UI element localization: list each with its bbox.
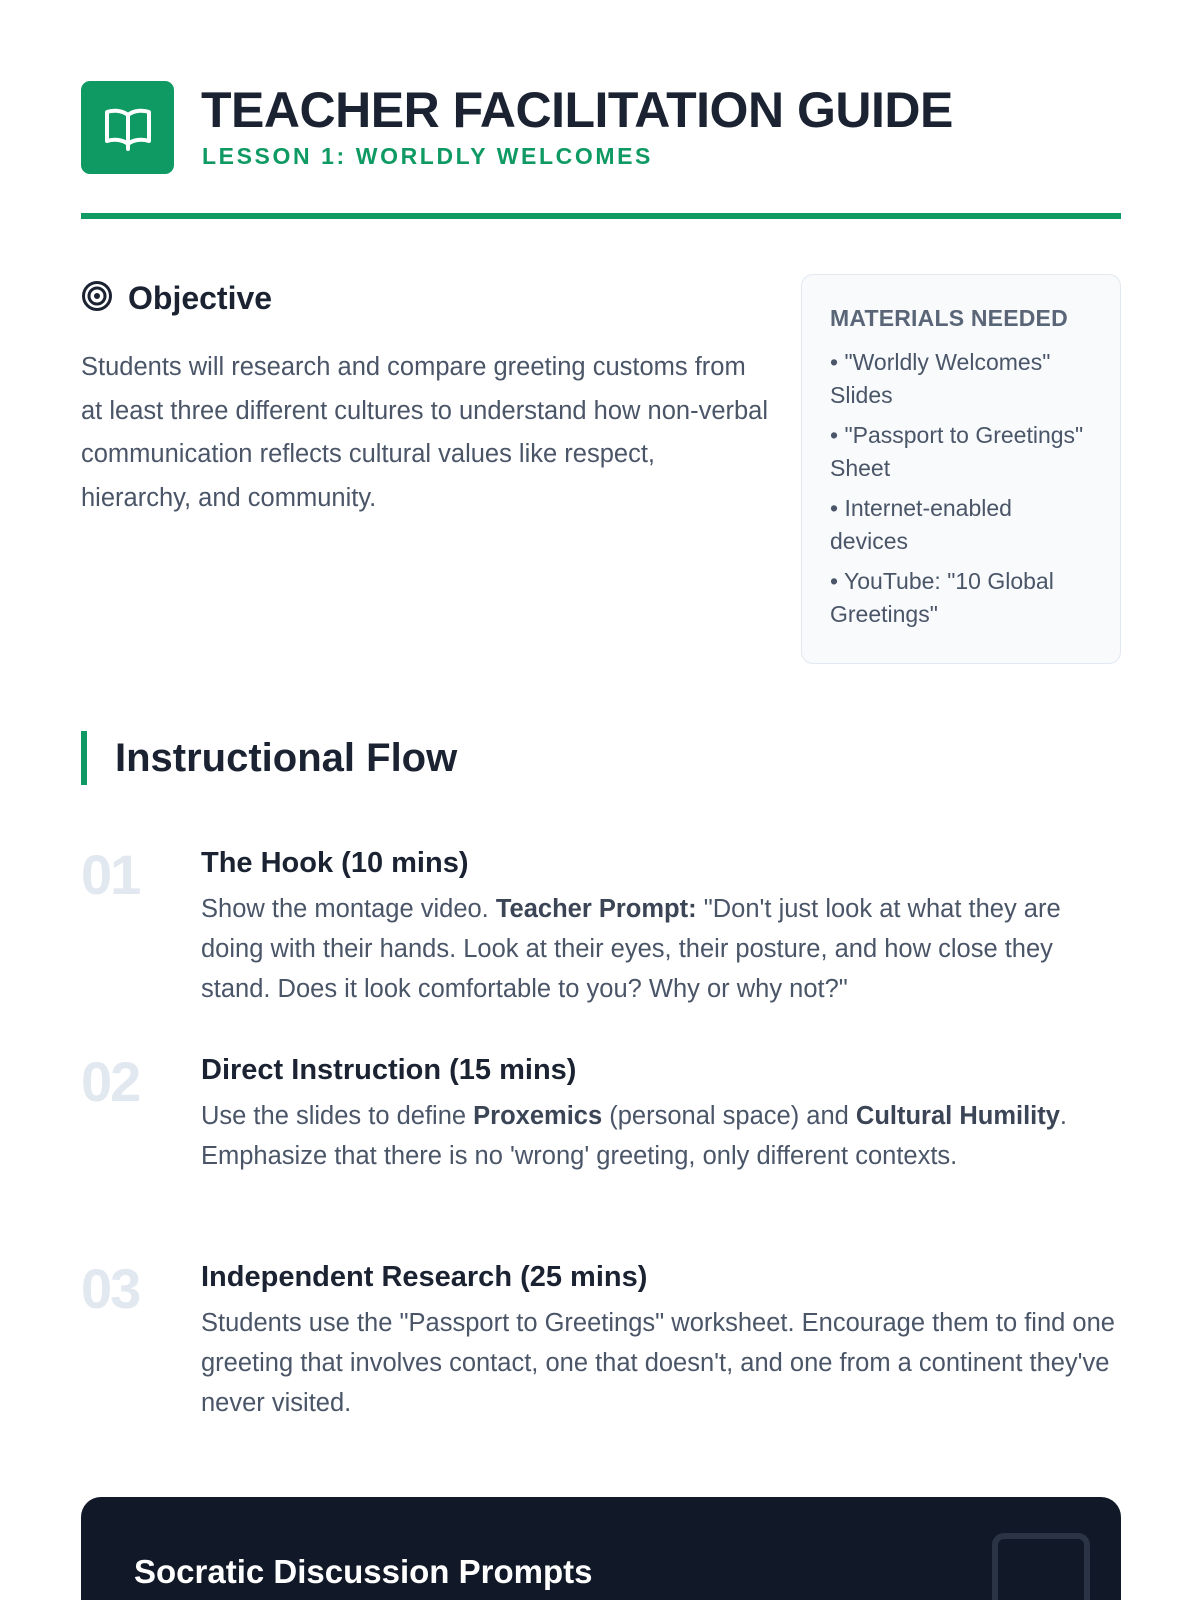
- materials-list: [830, 346, 1094, 631]
- objective-title: Objective: [128, 279, 273, 316]
- list-item: • YouTube: "10 Global Greetings": [830, 568, 1054, 627]
- step-text-part: . Emphasize that there is no 'wrong' greeting, only different contexts.: [201, 1102, 1068, 1170]
- step-text-part: Use the slides to define: [201, 1102, 474, 1130]
- list-item: • "Worldly Welcomes" Slides: [830, 349, 1051, 408]
- materials-title: MATERIALS NEEDED: [830, 305, 1068, 331]
- step-text-emphasis: Teacher Prompt:: [495, 895, 697, 923]
- instructional-flow-heading: [81, 731, 457, 785]
- step-text: Students use the "Passport to Greetings" worksheet. Encourage them to find one greeting that involves contact, one that doesn't, and one from a continent they've never visited.: [201, 1309, 1115, 1417]
- step-text-emphasis: Cultural Humility: [855, 1102, 1060, 1130]
- step-number: 01: [81, 843, 140, 906]
- step-text-part: (personal space) and: [602, 1102, 856, 1130]
- open-book-icon: [81, 81, 174, 174]
- step-number: 03: [81, 1257, 140, 1320]
- socratic-title: Socratic Discussion Prompts: [134, 1553, 593, 1590]
- materials-panel: [801, 274, 1121, 664]
- list-item: • Internet-enabled devices: [830, 495, 1012, 554]
- step-text-part: Show the montage video.: [201, 895, 496, 923]
- page-header: [81, 81, 1121, 221]
- tablet-icon: [992, 1533, 1090, 1600]
- step-text: [201, 889, 1121, 1009]
- objective-text: Students will research and compare greeting customs from at least three different cultures to understand how non-verbal communication reflects cultural values like respect, hierarchy, and community.: [81, 353, 769, 512]
- flow-step-3: [81, 1259, 1121, 1419]
- step-title: The Hook (10 mins): [201, 847, 469, 879]
- lesson-subtitle: LESSON 1: WORLDLY WELCOMES: [202, 143, 653, 169]
- step-title: Direct Instruction (15 mins): [201, 1054, 577, 1086]
- step-number: 02: [81, 1050, 140, 1113]
- objective-heading: [81, 278, 771, 318]
- section-title: Instructional Flow: [115, 735, 458, 780]
- step-text: [201, 1096, 1121, 1176]
- list-item: • "Passport to Greetings" Sheet: [830, 422, 1084, 481]
- socratic-discussion-card: [81, 1497, 1121, 1600]
- step-text-emphasis: Proxemics: [473, 1102, 603, 1130]
- flow-step-2: [81, 1052, 1121, 1212]
- step-title: Independent Research (25 mins): [201, 1261, 648, 1293]
- page-title: TEACHER FACILITATION GUIDE: [201, 82, 953, 138]
- target-icon: [81, 280, 113, 317]
- header-divider: [81, 213, 1121, 219]
- step-text-part: "Don't just look at what they are doing with their hands. Look at their eyes, their posture, and how close they stand. Does it look comfortable to you? Why or why not?": [201, 895, 1061, 1003]
- objective-section: [81, 278, 771, 520]
- flow-step-1: [81, 845, 1121, 1005]
